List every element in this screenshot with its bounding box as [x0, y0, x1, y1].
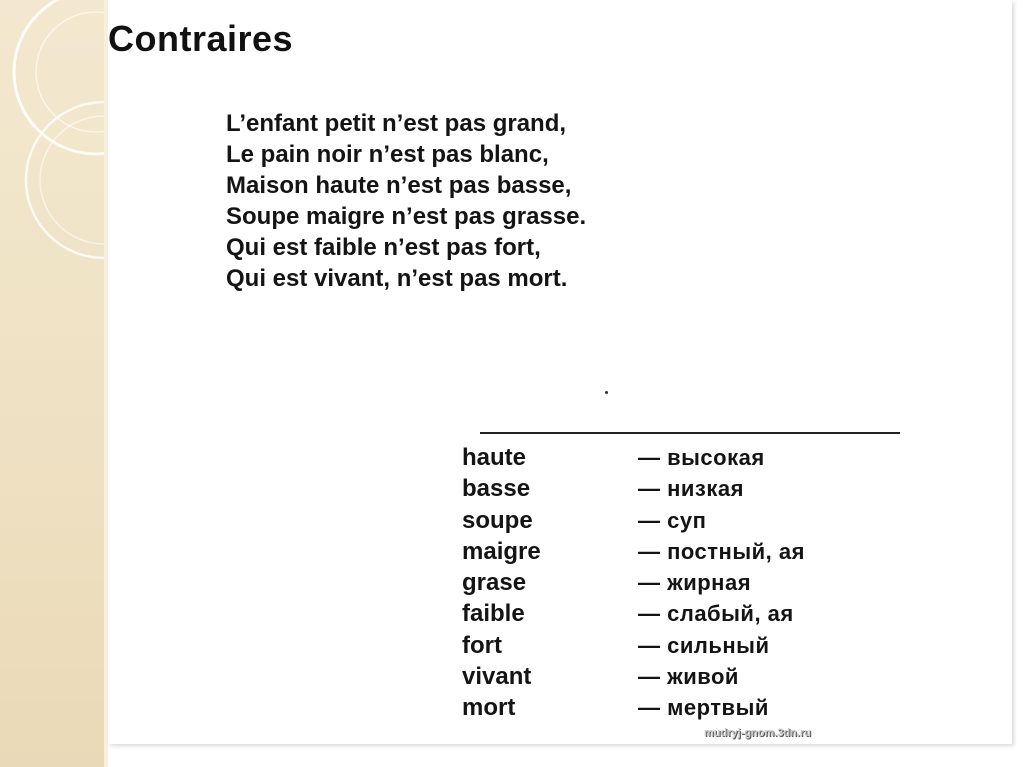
ring-medium	[26, 102, 104, 258]
vocab-russian: — постный, ая	[638, 538, 805, 564]
vocab-row	[462, 630, 805, 661]
vocab-french: faible	[462, 600, 525, 628]
poem-line: Le pain noir n’est pas blanc,	[226, 141, 549, 168]
vocab-russian: — мертвый	[638, 695, 769, 721]
vocab-french: soupe	[462, 506, 533, 534]
vocab-row	[462, 567, 805, 598]
vocab-row	[462, 442, 805, 473]
vocab-french: basse	[462, 475, 531, 503]
poem-line: Maison haute n’est pas basse,	[226, 172, 572, 199]
vocab-row	[462, 536, 805, 567]
vocab-row	[462, 473, 805, 504]
vocab-french: maigre	[462, 537, 541, 565]
vocab-russian: — низкая	[638, 476, 744, 502]
vocab-french: haute	[462, 444, 527, 471]
vocab-french: mort	[462, 694, 516, 722]
scanned-page	[108, 0, 1012, 744]
poem-line: Qui est vivant, n’est pas mort.	[226, 265, 568, 292]
watermark: mudryj-gnom.3dn.ru	[704, 727, 811, 739]
vocab-row	[462, 598, 805, 629]
vocab-russian: — слабый, ая	[638, 601, 794, 627]
vocab-row	[462, 661, 805, 692]
vocab-french: vivant	[462, 663, 532, 691]
vocab-russian: — высокая	[638, 445, 765, 470]
ring-large-inner	[36, 12, 104, 132]
poem-line: Qui est faible n’est pas fort,	[226, 234, 541, 261]
vocab-row	[462, 505, 805, 536]
decorative-side-band	[0, 0, 104, 767]
vocab-french: grase	[462, 569, 527, 597]
poem	[226, 108, 586, 294]
poem-line: L’enfant petit n’est pas grand,	[226, 110, 567, 137]
vocab-row	[462, 692, 805, 723]
vocabulary-rule	[480, 432, 900, 434]
ring-large	[14, 0, 104, 154]
vocab-russian: — сильный	[638, 632, 770, 658]
decorative-rings	[0, 0, 104, 767]
vocab-russian: — жирная	[638, 570, 752, 596]
page-title: Contraires	[108, 18, 294, 59]
vocab-russian: — живой	[638, 664, 739, 690]
vocab-french: fort	[462, 631, 502, 659]
vocab-russian: — суп	[638, 507, 707, 533]
vocabulary-list	[462, 442, 805, 724]
poem-line: Soupe maigre n’est pas grasse.	[226, 203, 587, 230]
ring-medium-inner	[40, 116, 104, 244]
scan-speck	[605, 391, 608, 394]
